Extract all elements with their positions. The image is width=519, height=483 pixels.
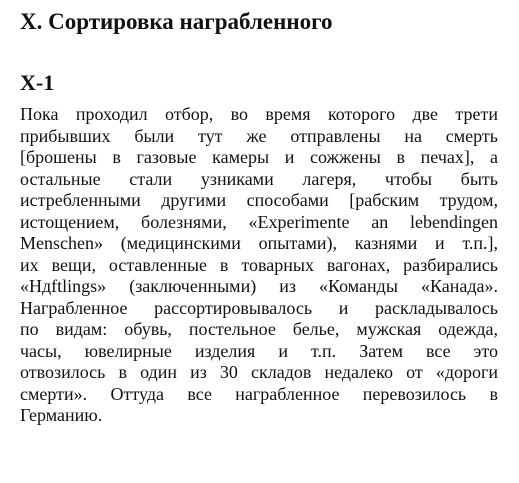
chapter-title: X. Сортировка награбленного [20,9,333,34]
text-line: Пока проходил отбор, во время которого две трети [20,104,498,124]
text-line: Menschen» (медицинскими опытами), казнями и т.п.], [20,233,498,253]
text-line: прибывших были тут же отправлены на смерть [20,125,498,146]
text-line: истощением, болезнями, «Experimente an lebendingen [20,211,498,232]
text-line: Германию. [20,405,103,425]
text-line: их вещи, оставленные в товарных вагонах, разбирались [20,254,498,275]
text-line: Награбленное рассортировывалось и раскладывалось [20,297,498,318]
text-line: остальные стали узниками лагеря, чтобы быть [20,168,498,189]
body-paragraph [20,104,498,427]
text-line: [брошены в газовые камеры и сожжены в печах], а [20,147,498,167]
section-heading: X-1 [20,70,55,95]
text-line: по видам: обувь, постельное белье, мужская одежда, [20,319,498,339]
text-line: смерти». Оттуда все награбленное перевозилось в [20,383,498,404]
text-line: «Hдftlings» (заключенными) из «Команды «Канада». [20,276,498,296]
text-line: отвозилось в один из 30 складов недалеко от «дороги [20,362,498,382]
text-line: часы, ювелирные изделия и т.п. Затем все это [20,340,498,361]
text-line: истребленными другими способами [рабским трудом, [20,190,498,210]
